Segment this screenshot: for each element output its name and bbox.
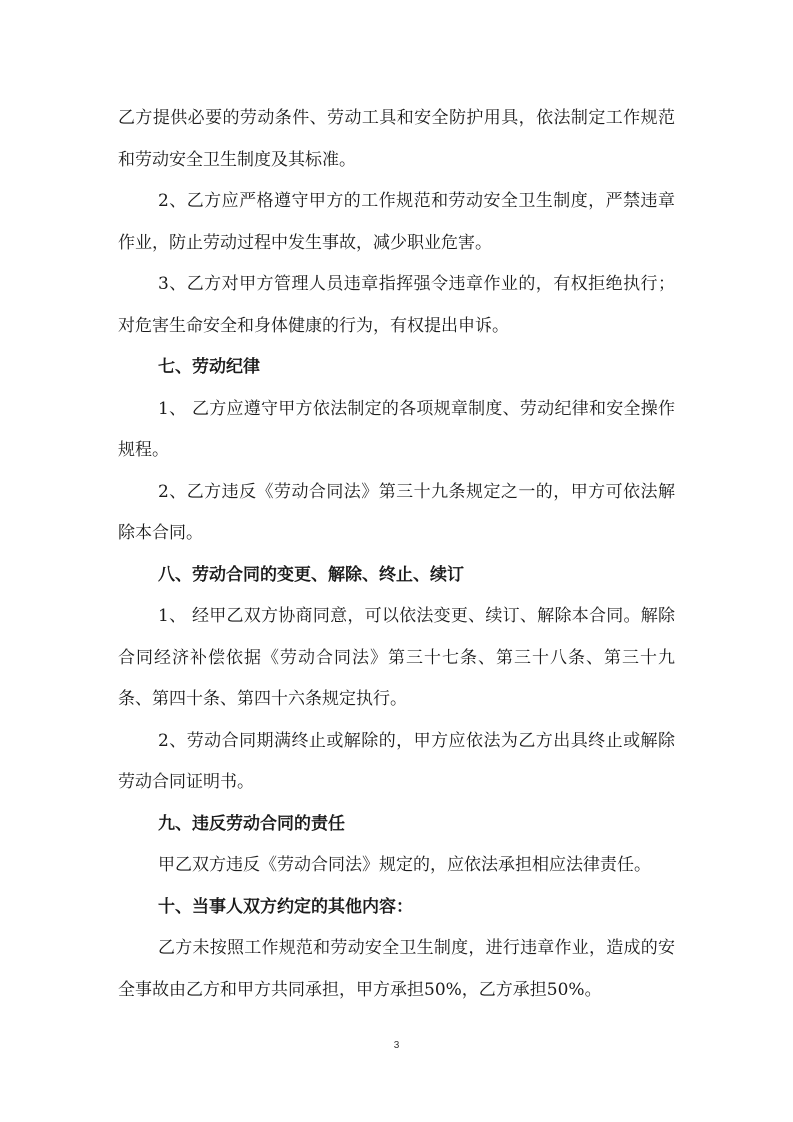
section-heading: 八、劳动合同的变更、解除、终止、续订	[158, 564, 464, 585]
page-number: 3	[393, 1040, 400, 1051]
document-body	[118, 98, 675, 1011]
section-heading: 九、违反劳动合同的责任	[158, 813, 345, 834]
paragraph: 乙方未按照工作规范和劳动安全卫生制度，进行违章作业，造成的安全事故由乙方和甲方共同承担，甲方承担50%，乙方承担50%。	[118, 938, 675, 1000]
paragraph: 乙方提供必要的劳动条件、劳动工具和安全防护用具，依法制定工作规范和劳动安全卫生制度及其标准。	[118, 108, 675, 170]
paragraph: 2、乙方违反《劳动合同法》第三十九条规定之一的，甲方可依法解除本合同。	[118, 481, 675, 543]
paragraph: 甲乙双方违反《劳动合同法》规定的，应依法承担相应法律责任。	[158, 855, 651, 875]
section-heading: 七、劳动纪律	[158, 357, 260, 377]
paragraph: 3、乙方对甲方管理人员违章指挥强令违章作业的，有权拒绝执行；对危害生命安全和身体健康的行为，有权提出申诉。	[118, 274, 675, 336]
paragraph: 1、 乙方应遵守甲方依法制定的各项规章制度、劳动纪律和安全操作规程。	[118, 398, 675, 460]
paragraph: 2、劳动合同期满终止或解除的，甲方应依法为乙方出具终止或解除劳动合同证明书。	[118, 730, 675, 792]
paragraph: 2、乙方应严格遵守甲方的工作规范和劳动安全卫生制度，严禁违章作业，防止劳动过程中发生事故，减少职业危害。	[118, 191, 675, 253]
section-heading: 十、当事人双方约定的其他内容：	[158, 896, 413, 917]
paragraph: 1、 经甲乙双方协商同意，可以依法变更、续订、解除本合同。解除合同经济补偿依据《劳动合同法》第三十七条、第三十八条、第三十九条、第四十条、第四十六条规定执行。	[118, 606, 675, 709]
